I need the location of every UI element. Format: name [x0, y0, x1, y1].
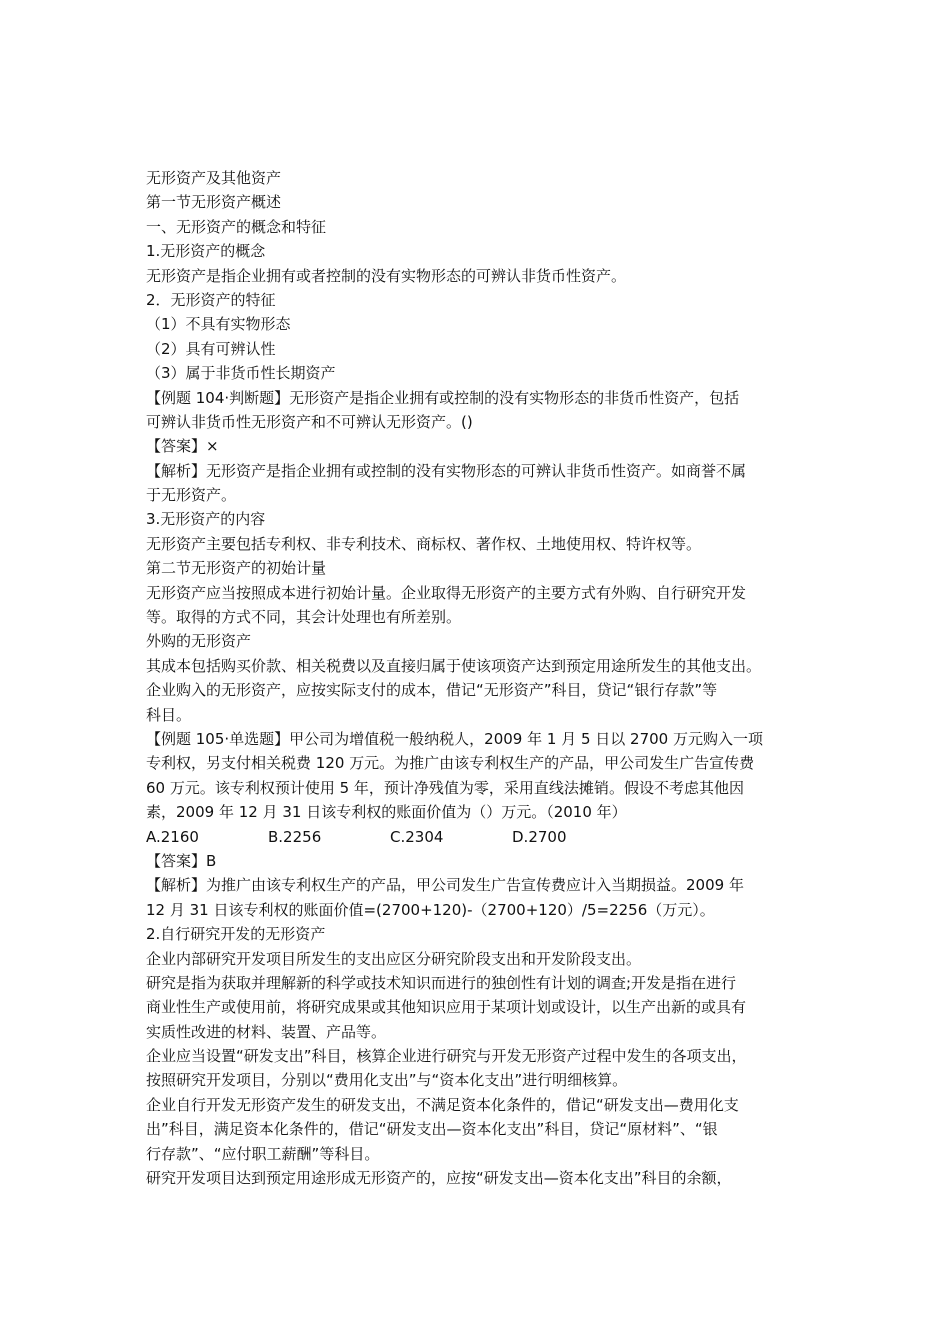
text-line: 无形资产是指企业拥有或者控制的没有实物形态的可辨认非货币性资产。 [146, 266, 627, 285]
text-line: 于无形资产。 [146, 486, 237, 505]
text-line: 60 万元。该专利权预计使用 5 年，预计净残值为零，采用直线法摊销。假设不考虑其他因 [146, 778, 744, 797]
text-line: 其成本包括购买价款、相关税费以及直接归属于使该项资产达到预定用途所发生的其他支出。 [146, 656, 762, 675]
text-line: 2．无形资产的特征 [146, 290, 276, 309]
text-line: 【解析】无形资产是指企业拥有或控制的没有实物形态的可辨认非货币性资产。如商誉不属 [146, 461, 747, 480]
text-line: 可辨认非货币性无形资产和不可辨认无形资产。() [146, 412, 473, 431]
text-line: 按照研究开发项目，分别以“费用化支出”与“资本化支出”进行明细核算。 [146, 1071, 628, 1090]
answer-option: B.2256 [268, 827, 322, 846]
text-line: 12 月 31 日该专利权的账面价值=(2700+120)-（2700+120）/5=2256（万元）。 [146, 900, 715, 919]
answer-option: A.2160 [146, 827, 199, 846]
text-line: 【例题 104·判断题】无形资产是指企业拥有或控制的没有实物形态的非货币性资产，包括 [146, 388, 740, 407]
text-line: 等。取得的方式不同，其会计处理也有所差别。 [146, 608, 462, 627]
text-line: （1）不具有实物形态 [146, 315, 291, 334]
text-line: 出”科目，满足资本化条件的，借记“研发支出—资本化支出”科目，贷记“原材料”、“银 [146, 1120, 718, 1139]
answer-option: C.2304 [390, 827, 444, 846]
text-line: 【答案】× [146, 437, 219, 456]
text-line: 一、无形资产的概念和特征 [146, 217, 327, 236]
text-line: 第一节无形资产概述 [146, 193, 282, 212]
text-line: 【解析】为推广由该专利权生产的产品，甲公司发生广告宣传费应计入当期损益。2009 年 [146, 876, 744, 895]
text-line: 3.无形资产的内容 [146, 510, 266, 529]
text-line: 无形资产主要包括专利权、非专利技术、商标权、著作权、土地使用权、特许权等。 [146, 534, 702, 553]
text-line: 第二节无形资产的初始计量 [146, 559, 327, 578]
text-line: 企业自行开发无形资产发生的研发支出，不满足资本化条件的，借记“研发支出—费用化支 [146, 1095, 739, 1114]
text-line: 科目。 [146, 705, 192, 724]
text-line: 无形资产应当按照成本进行初始计量。企业取得无形资产的主要方式有外购、自行研究开发 [146, 583, 747, 602]
text-line: （2）具有可辨认性 [146, 339, 276, 358]
answer-option: D.2700 [512, 827, 567, 846]
text-line: 企业购入的无形资产，应按实际支付的成本，借记“无形资产”科目，贷记“银行存款”等 [146, 681, 718, 700]
text-line: 外购的无形资产 [146, 632, 252, 651]
text-line: 实质性改进的材料、装置、产品等。 [146, 1022, 387, 1041]
text-line: 行存款”、“应付职工薪酬”等科目。 [146, 1144, 380, 1163]
text-line: 【答案】B [146, 851, 217, 870]
text-line: 无形资产及其他资产 [146, 169, 282, 187]
text-line: 专利权，另支付相关税费 120 万元。为推广由该专利权生产的产品，甲公司发生广告宣传费 [146, 754, 755, 773]
text-line: 研究开发项目达到预定用途形成无形资产的，应按“研发支出—资本化支出”科目的余额， [146, 1169, 732, 1188]
text-line: 2.自行研究开发的无形资产 [146, 925, 326, 944]
text-line: 企业内部研究开发项目所发生的支出应区分研究阶段支出和开发阶段支出。 [146, 949, 642, 968]
text-line: 【例题 105·单选题】甲公司为增值税一般纳税人，2009 年 1 月 5 日以 2700 万元购入一项 [146, 729, 763, 748]
text-line: （3）属于非货币性长期资产 [146, 364, 336, 383]
text-line: 研究是指为获取并理解新的科学或技术知识而进行的独创性有计划的调查;开发是指在进行 [146, 973, 737, 992]
text-line: 企业应当设置“研发支出”科目，核算企业进行研究与开发无形资产过程中发生的各项支出， [146, 1047, 747, 1066]
document-body [146, 166, 810, 1190]
text-line: 素，2009 年 12 月 31 日该专利权的账面价值为（）万元。（2010 年） [146, 803, 627, 822]
answer-options [146, 825, 810, 849]
text-line: 商业性生产或使用前，将研究成果或其他知识应用于某项计划或设计，以生产出新的或具有 [146, 998, 747, 1017]
text-line: 1.无形资产的概念 [146, 242, 266, 261]
